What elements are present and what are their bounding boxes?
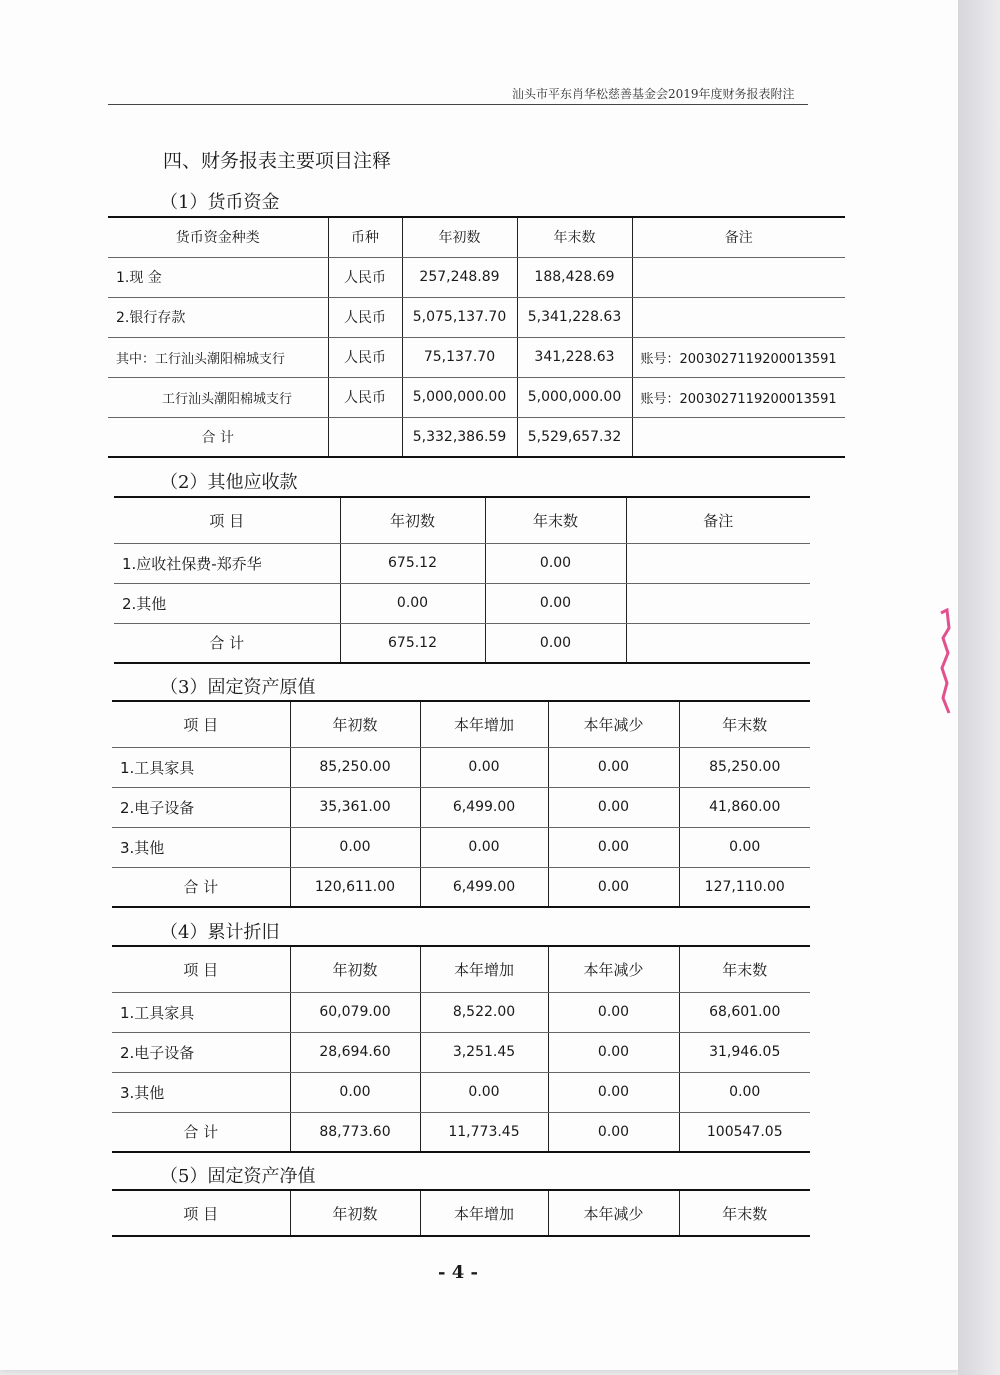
header-rule [108,104,808,105]
cell: 账号：2003027119200013591 [632,337,845,377]
t1-title: （1）货币资金 [160,192,280,213]
cell: 675.12 [340,623,485,663]
cell: 100547.05 [679,1112,810,1152]
table-row [114,583,810,623]
row-label: 3.其他 [112,1072,290,1112]
table-row [108,297,845,337]
table-row [112,1032,810,1072]
row-label: 工行汕头潮阳棉城支行 [108,377,328,417]
cell [632,257,845,297]
cell [632,297,845,337]
header-cell: 本年增加 [420,946,548,992]
header-cell: 项 目 [112,946,290,992]
cell: 0.00 [548,992,679,1032]
cell: 0.00 [485,623,626,663]
header-cell: 年末数 [485,497,626,543]
table-total-row [112,1112,810,1152]
cell: 6,499.00 [420,867,548,907]
cell: 0.00 [485,543,626,583]
cell [632,417,845,457]
header-cell: 本年减少 [548,1190,679,1236]
table-row [112,1072,810,1112]
header-cell: 本年增加 [420,1190,548,1236]
cell: 人民币 [328,377,402,417]
header-cell: 年末数 [679,946,810,992]
cell: 0.00 [679,1072,810,1112]
cell: 人民币 [328,297,402,337]
cell: 127,110.00 [679,867,810,907]
cell: 28,694.60 [290,1032,420,1072]
cell: 88,773.60 [290,1112,420,1152]
table-row [114,543,810,583]
row-label: 合 计 [114,623,340,663]
cell: 0.00 [420,1072,548,1112]
cell: 0.00 [290,827,420,867]
row-label: 合 计 [108,417,328,457]
cell: 0.00 [548,867,679,907]
cell: 257,248.89 [402,257,517,297]
page-edge [958,0,1000,1375]
cell: 85,250.00 [290,747,420,787]
cell: 31,946.05 [679,1032,810,1072]
table-header-row [108,217,845,257]
cell: 5,000,000.00 [517,377,632,417]
header-cell: 年初数 [340,497,485,543]
accumulated-depreciation-table [112,945,810,1153]
cell: 0.00 [420,747,548,787]
t2-title: （2）其他应收款 [160,472,298,493]
cell: 6,499.00 [420,787,548,827]
row-label: 2.电子设备 [112,787,290,827]
row-label: 3.其他 [112,827,290,867]
seal-stamp-fragment [938,608,952,718]
table-header-row [114,497,810,543]
table-row [112,747,810,787]
other-receivables-table [114,496,810,664]
cell: 85,250.00 [679,747,810,787]
cell: 3,251.45 [420,1032,548,1072]
cell: 账号：2003027119200013591 [632,377,845,417]
cell: 人民币 [328,257,402,297]
header-cell: 本年增加 [420,701,548,747]
cell: 0.00 [420,827,548,867]
cell: 0.00 [290,1072,420,1112]
cell: 5,075,137.70 [402,297,517,337]
table-total-row [108,417,845,457]
cell [328,417,402,457]
table-header-row [112,1190,810,1236]
header-cell: 年末数 [679,1190,810,1236]
cell: 0.00 [340,583,485,623]
row-label: 合 计 [112,867,290,907]
cell: 11,773.45 [420,1112,548,1152]
cell: 0.00 [548,1072,679,1112]
header-cell: 备注 [626,497,810,543]
cell: 0.00 [548,1032,679,1072]
row-label: 1.工具家具 [112,992,290,1032]
row-label: 1.现 金 [108,257,328,297]
table-row [112,827,810,867]
cell [626,623,810,663]
fixed-assets-net-table [112,1189,810,1237]
cell: 人民币 [328,337,402,377]
table-header-row [112,701,810,747]
cell: 5,332,386.59 [402,417,517,457]
cell: 5,000,000.00 [402,377,517,417]
fixed-assets-original-table [112,700,810,908]
cell: 35,361.00 [290,787,420,827]
cell [626,543,810,583]
cell: 5,529,657.32 [517,417,632,457]
table-row [112,992,810,1032]
t5-title: （5）固定资产净值 [160,1166,316,1187]
page-number: - 4 - [438,1262,478,1283]
header-note: 汕头市平东肖华松慈善基金会2019年度财务报表附注 [512,87,795,101]
cell: 5,341,228.63 [517,297,632,337]
cell: 0.00 [548,747,679,787]
header-cell: 年初数 [290,1190,420,1236]
section-title: 四、财务报表主要项目注释 [163,150,392,172]
header-cell: 本年减少 [548,946,679,992]
cell: 0.00 [485,583,626,623]
cell: 0.00 [548,827,679,867]
header-cell: 项 目 [112,1190,290,1236]
header-cell: 年末数 [679,701,810,747]
cell: 60,079.00 [290,992,420,1032]
cell: 75,137.70 [402,337,517,377]
row-label: 2.其他 [114,583,340,623]
cell: 0.00 [548,787,679,827]
table-header-row [112,946,810,992]
table-row [108,377,845,417]
header-cell: 备注 [632,217,845,257]
header-cell: 货币资金种类 [108,217,328,257]
cell: 120,611.00 [290,867,420,907]
row-label: 1.工具家具 [112,747,290,787]
header-cell: 年初数 [402,217,517,257]
row-label: 2.电子设备 [112,1032,290,1072]
header-cell: 年初数 [290,701,420,747]
row-label: 2.银行存款 [108,297,328,337]
cell: 8,522.00 [420,992,548,1032]
cell: 341,228.63 [517,337,632,377]
header-cell: 项 目 [112,701,290,747]
header-cell: 本年减少 [548,701,679,747]
header-cell: 项 目 [114,497,340,543]
cell: 41,860.00 [679,787,810,827]
header-cell: 币种 [328,217,402,257]
table-row [108,257,845,297]
table-row [108,337,845,377]
table-total-row [114,623,810,663]
row-label: 其中：工行汕头潮阳棉城支行 [108,337,328,377]
t3-title: （3）固定资产原值 [160,677,316,698]
cell: 188,428.69 [517,257,632,297]
row-label: 合 计 [112,1112,290,1152]
currency-funds-table [108,216,845,458]
cell: 0.00 [679,827,810,867]
row-label: 1.应收社保费-郑乔华 [114,543,340,583]
t4-title: （4）累计折旧 [160,922,280,943]
cell: 0.00 [548,1112,679,1152]
table-row [112,787,810,827]
header-cell: 年末数 [517,217,632,257]
cell: 68,601.00 [679,992,810,1032]
table-total-row [112,867,810,907]
cell: 675.12 [340,543,485,583]
cell [626,583,810,623]
header-cell: 年初数 [290,946,420,992]
